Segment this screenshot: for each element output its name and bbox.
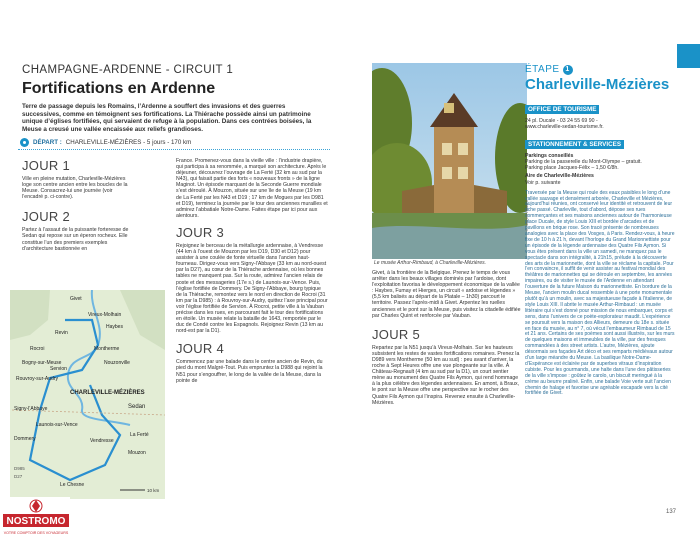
dotted-divider [18,149,330,150]
map-label: Bogny-sur-Meuse [22,360,62,366]
map-label: Mouzon [128,450,146,456]
map-label: Le Chesne [60,482,85,488]
parking-item-2: Parking place Jacques-Félix – 1,50 €/8h. [525,165,619,172]
etape-number-badge: 1 [563,65,573,75]
map-label: Haybes [106,324,123,330]
route-map [10,290,165,499]
map-label: Vireux-Molhain [88,312,122,318]
jour-3-text: Rejoignez le berceau de la métallurgie ardennaise, à Vendresse (44 km à l’ouest de Mouzon par les D19, D30 et D12) pour assister à une coulée de fonte virtuelle dans l’ancien haut-fourneau. Dirigez-vous vers Signy-l’Abbaye (33 km au nord-ouest par la D27), au cœur de la Thiérache ardennaise, où les bonnes tables ne manquent pas. Sur la route, admirez l’ancien relais de poste et des messageries (17e s.) de Launois-sur-Vence. Puis, l’église fortifiée de Dommery. De Signy-l’Abbaye, bourg typique de la Thiérache, remontez vers le nord en direction de Rocroi (31 km par la D985) : à Rouvroy-sur-Audry, quittez l’axe principal pour voir l’église fortifiée de Servion. À Rocroi, petite ville à la Vauban précise dans les rues, en parcourant fait le tour des fortifications en étoile. Un musée relate la bataille de 1643, remportée par le duc de Condé contre les Espagnols. Rejoignez Revin (13 km au nord-est par la D1). [176,242,328,335]
map-label: Rocroi [30,346,45,352]
photo-credit: © Manon Rasero [524,200,529,233]
etape-label: ÉTAPE [525,64,560,75]
office-website[interactable]: www.charleville-sedan-tourisme.fr. [525,124,604,131]
circuit-kicker: CHAMPAGNE-ARDENNE - CIRCUIT 1 [22,64,234,76]
svg-text:NOSTROMO: NOSTROMO [6,516,66,527]
office-address: 24 pl. Ducale - 03 24 55 69 90 - [525,118,598,124]
map-label: Signy-l’Abbaye [14,406,48,412]
parking-heading: Parkings conseillés [525,153,574,160]
jour-4-text: Commencez par une balade dans le centre ancien de Revin, du pied du mont Malgré-Tout. Puis empruntez la D988 qui rejoint la N51 pour s’engouffrer, le long de la vallée de la Meuse, dans la pointe de [176,359,323,384]
map-label: Montherme [94,346,120,352]
aire-heading: Aire de Charleville-Mézières [525,173,594,180]
svg-text:VOTRE COMPTOIR DES VOYAGEURS: VOTRE COMPTOIR DES VOYAGEURS [3,531,69,535]
map-label: Vendresse [90,438,114,444]
route-map-svg [10,290,165,499]
col2-top-text: France. Promenez-vous dans la vieille ville : l’industrie drapière, qui participa à sa renommée, a marqué son architecture. Après le déjeuner, découvrez l’ouvrage de La Ferté (32 km au sud par la N43), qui faisait partie des forts « nouveaux fronts » de la ligne Maginot. Un épisode marquant de la Seconde Guerre mondiale s’est déroulé. À Mouzon, située sur une île de la Meuse (19 km de La Ferté par les N43 et D19 ; 17 km de Mogues par les D981 et D19), terminez la journée par le tour des anciennes murailles et admirez l’abbatiale Notre-Dame. Faites étape par ici pour aux alentours. [176,158,328,219]
map-label: Sedan [128,404,146,410]
map-label: Launois-sur-Vence [36,422,78,428]
column-1 [22,158,132,252]
city-body-text: Traversée par la Meuse qui roule des eaux paisibles le long d’une vallée sauvage et densément arborée, Charleville et Mézières, aujourd’hui réunies, ont conservé leur identité et retrouvent de leur riche passé. Charleville, tout d’abord, dépose ses rues commerçantes et ses maisons anciennes autour de l’harmonieuse place Ducale, de style Louis XIII et bordée d’arcades et de pavillons en brique rose. Son tracé présente de nombreuses analogies avec la place des Vosges, à Paris. Rendez-vous, à heure fixe de 10 h à 21 h, devant l’horloge du Grand Marionnettiste pour un épisode de la légende ardennaise des Quatre Fils Aymon. Si vous êtes présent dans la ville un samedi, ne manquez pas le spectacle dans son intégralité, à 21h15, prélude à la découverte des arts de la marionnette, dont la ville se réclame la capitale. Pour l’en convaincre, il suffit de venir assister au festival mondial des théâtres de marionnettes qui se déroule en septembre, les années impaires, ou de visiter le musée de l’Ardenne en attendant l’ouverture de la future Maison du marionnettiste. En bordure de la Meuse, l’ancien moulin ducal ressemble à une porte monumentale plutôt qu’à un moulin, avec sa majestueuse façade à l’italienne, de style Louis XIII. Il abrite le musée Arthur-Rimbaud : un musée littéraire qui s’est donné pour mission de nous embarquer, corps et sens, dans l’univers de ce poète-explorateur maudit. L’expérience se poursuit vers la maison des Allieurs, demeure du 18e s. située en face du musée, au n° 7, où vécut l’embaumeur Rimbaud de 15 et 21 ans. Certains de ses poèmes sont aussi illustrés, sur les murs de quelques maisons et immeubles de la ville, par des fresques commandées à des street artists. L’autre, Mézières, ajoute désormais ses façades Art déco et ses remparts médiévaux autour d’un large méandre du Meuse. La basilique Notre-Dame-d’Espérance est éclairée par de superbes vitraux d’inspiration cubiste. Pour les gourmands, une halte dans l’une des pâtisseries de la ville s’impose : goûtez le carolo, un biscuit meringué à la crème au beurre praliné. Enfin, une balade Voie verte suit l’ancien chemin de halage et favorise une agréable escapade vers la cité fortifiée de Givet. [525,189,675,397]
map-label: Dommery [14,436,36,442]
page-title: Fortifications en Ardenne [22,80,216,97]
jour-5-heading: JOUR 5 [372,326,421,342]
depart-row [20,138,191,147]
jour-1-text: Ville en pleine mutation, Charleville-Mézières loge son centre ancien entre les boucles de la Meuse. Consacrez-lui une journée (voir l’encadré p. ci-contre). [22,176,128,201]
map-label: CHARLEVILLE-MÉZIÈRES [70,390,145,396]
map-label: Nouzonville [104,360,130,366]
col3-top-text: Givet, à la frontière de la Belgique. Prenez le temps de vous arrêter dans les beaux villages dominés par l’ardoise, dont l’exploitation favorisa le développement économique de la vallée : Haybes, Fumay et Hierges, un circuit « ardoise et légendes » (5,5 km balisés au départ de la Platale – 1h30) parcourt le territoire. Passez l’après-midi à Givet. Arpentez les ruelles anciennes et le pont sur la Meuse, puis visitez la citadelle édifiée par Charles Quint et renforcée par Vauban. [372,270,521,319]
depart-value: CHARLEVILLE-MÉZIÈRES - 5 jours - 170 km [65,139,192,146]
jour-2-text: Partez à l’assaut de la puissante forteresse de Sedan qui repose sur un éperon rocheux. Elle constitue l’un des premiers exemples d’architecture bastionnée en [22,227,129,252]
map-label: La Ferté [130,432,149,438]
city-title: Charleville-Mézières [525,76,670,93]
map-label: Givet [70,296,82,302]
museum-photo-svg [372,63,527,259]
page-number-right: 137 [666,509,677,515]
parking-item-1: Parking de la passerelle du Mont-Olympe – gratuit. [525,159,642,166]
jour-2-heading: JOUR 2 [22,209,71,225]
etape-heading [525,64,573,75]
location-pin-icon [20,138,29,147]
info-sidebar [525,98,675,397]
section-tab-marker [677,44,700,68]
map-label: Servion [50,366,67,372]
photo-caption: Le musée Arthur-Rimbaud, à Charleville-Mézières. [374,260,486,266]
aire-item: Voir p. suivante [525,179,561,186]
museum-photo [372,63,527,259]
column-3 [372,270,522,406]
map-road-label: D985 [14,466,25,471]
map-label: Revin [55,330,68,336]
map-road-label: D27 [14,474,23,479]
nostromo-logo [2,497,70,539]
right-page [350,0,700,541]
parking-services-bar: STATIONNEMENT & SERVICES [525,140,624,149]
map-label: Rouvroy-sur-Audry [16,376,58,382]
jour-5-text: Repartez par la N51 jusqu’à Vireux-Molhain. Sur les hauteurs subsistent les restes de vastes fortifications romaines. Prenez la D989 vers Montherme (50 km au sud) : peu avant d’arriver, la roche à Sept Heures offre une vue plongeante sur la ville. À Château-Regnault (4 km au sud par la D1), un court sentier mène au monument des Quatre Fils Aymon, qui rend hommage à la plus célèbre des légendes ardennaises. En amont, à Braux, le pont sur la Meuse offre une perspective sur le rocher des Quatre Fils Aymon qui l’inspira. Revenez ensuite à Charleville-Mézières. [372,344,520,406]
jour-1-heading: JOUR 1 [22,158,71,173]
depart-label: DÉPART : [33,139,62,146]
office-tourism-bar: OFFICE DE TOURISME [525,105,599,114]
map-scale: 10 km [147,488,160,493]
column-2 [176,158,328,384]
intro-paragraph: Terre de passage depuis les Romains, l’Ardenne a souffert des invasions et des guerres successives, comme en témoignent ses fortifications. La Thiérache possède ainsi un patrimoine unique d’églises fortifiées, qui servaient de refuge à la population. Dans ces contrées boisées, la Meuse a creusé une vallée encaissée aux reliefs grandioses. [22,103,312,133]
nostromo-logo-svg [2,497,70,539]
jour-3-heading: JOUR 3 [176,224,225,240]
jour-4-heading: JOUR 4 [176,341,225,357]
